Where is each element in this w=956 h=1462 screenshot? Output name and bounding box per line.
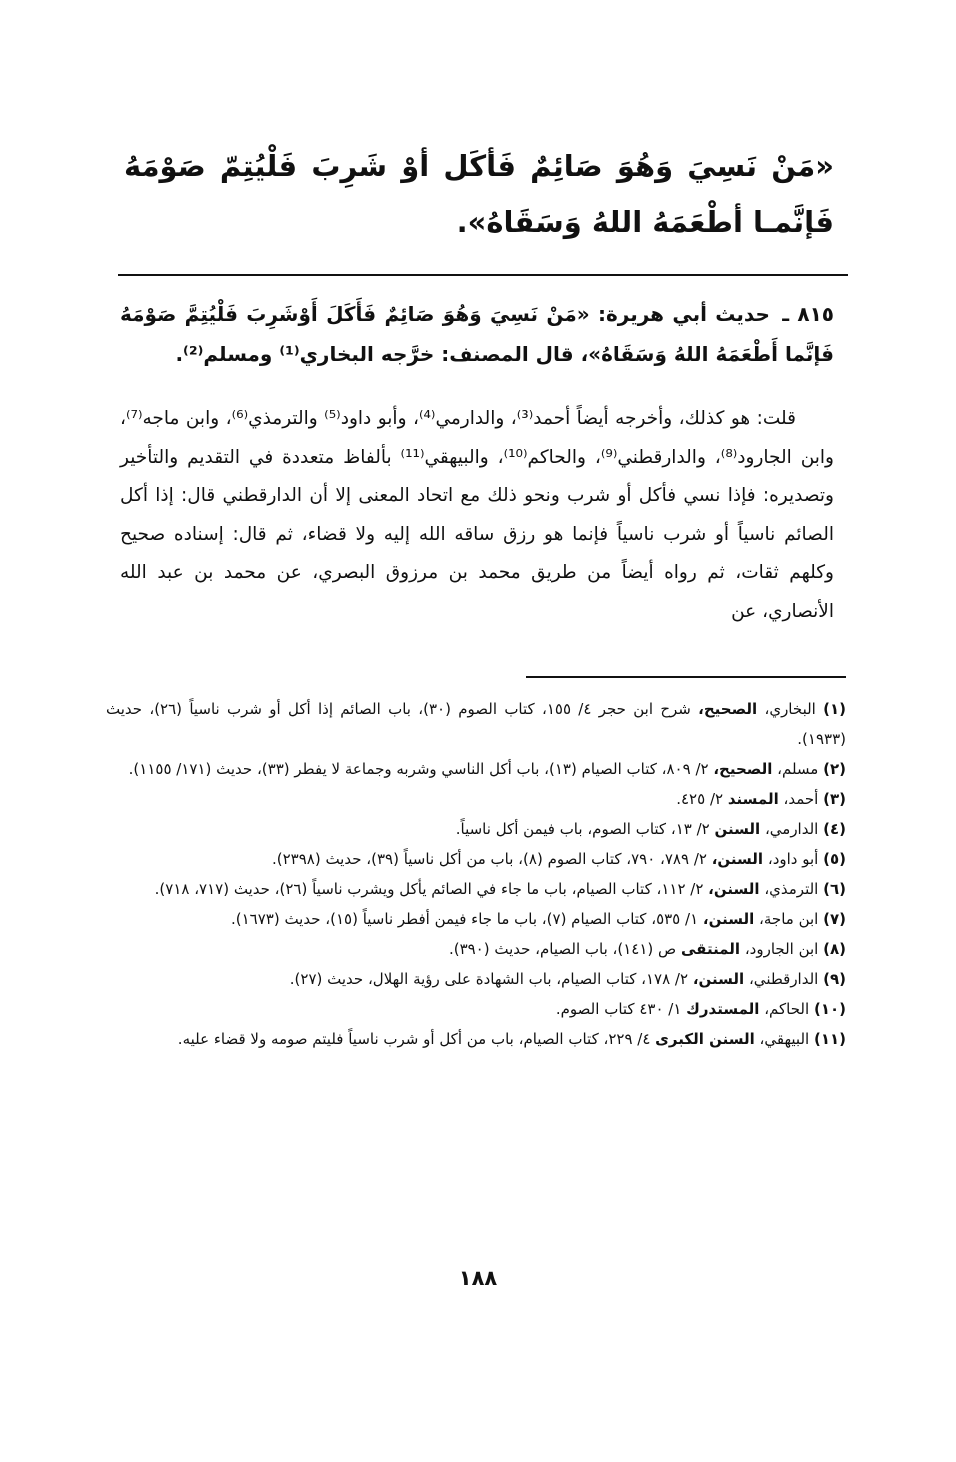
footnote-item <box>106 754 846 784</box>
header-divider <box>118 274 848 276</box>
footnote-reference: ١/ ٥٣٥، كتاب الصيام (٧)، باب ما جاء فيمن أفطر ناسياً (١٥)، حديث (١٦٧٣). <box>230 910 699 928</box>
footnote-book-title: الصحيح، <box>713 760 773 778</box>
footnote-number: (٦) <box>823 880 846 898</box>
footnote-author: ابن الجارود، <box>744 940 819 958</box>
footnote-book-title: السنن، <box>702 910 755 928</box>
footnote-item <box>106 844 846 874</box>
footnote-item <box>106 694 846 754</box>
footnote-item <box>106 904 846 934</box>
footnote-author: أحمد، <box>783 790 819 808</box>
footnote-author: الحاكم، <box>764 1000 810 1018</box>
footnote-reference: ٢/ ٨٠٩، كتاب الصيام (١٣)، باب أكل الناسي وشربه وجماعة لا يفطر (٣٣)، حديث (١٧١/ ١١٥٥). <box>128 760 709 778</box>
footnote-number: (٩) <box>823 970 846 988</box>
footnote-item <box>106 934 846 964</box>
footnote-number: (٧) <box>823 910 846 928</box>
footnote-author: مسلم، <box>777 760 819 778</box>
footnote-reference: ٢/ ٧٨٩، ٧٩٠، كتاب الصوم (٨)، باب من أكل ناسياً (٣٩)، حديث (٢٣٩٨). <box>271 850 707 868</box>
footnote-reference: ٢/ ١٧٨، كتاب الصيام، باب الشهادة على رؤية الهلال، حديث (٢٧). <box>289 970 689 988</box>
page-number: ١٨٨ <box>458 1266 498 1290</box>
footnote-reference: ٢/ ١١٢، كتاب الصيام، باب ما جاء في الصائم يأكل ويشرب ناسياً (٢٦)، حديث (٧١٧، ٧١٨). <box>154 880 704 898</box>
hadith-entry <box>120 294 834 374</box>
footnote-author: أبو داود، <box>767 850 819 868</box>
footnote-reference: ٢/ ١٣، كتاب الصوم، باب فيمن أكل ناسياً. <box>455 820 710 838</box>
footnote-number: (٤) <box>823 820 846 838</box>
footnote-reference: ٤/ ٢٢٩، كتاب الصيام، باب من أكل أو شرب ناسياً فليتم صومه ولا قضاء عليه. <box>177 1030 651 1048</box>
footnote-author: الترمذي، <box>764 880 819 898</box>
footnote-reference: ٢/ ٤٢٥. <box>676 790 724 808</box>
footnote-author: الدارمي، <box>764 820 819 838</box>
footnote-author: البيهقي، <box>759 1030 810 1048</box>
footnote-item <box>106 784 846 814</box>
footnote-number: (١) <box>823 700 847 718</box>
footnote-book-title: المستدرك <box>686 1000 760 1018</box>
footnote-number: (٢) <box>823 760 846 778</box>
footnote-reference: ١/ ٤٣٠ كتاب الصوم. <box>555 1000 682 1018</box>
footnote-book-title: المنتقى <box>680 940 741 958</box>
hadith-text: حديث أبي هريرة: «مَنْ نَسِيَ وَهُوَ صَائِمٌ فَأَكَلَ أَوْشَرِبَ فَلْيُتِمَّ صَوْمَهُ فَإنَّما أَطْعَمَهُ اللهُ وَسَقَاهُ»، قال المصنف: خرَّجه البخاري⁽¹⁾ ومسلم⁽²⁾. <box>120 302 834 366</box>
footnote-item <box>106 1024 846 1054</box>
footnote-reference: ص (١٤١)، باب الصيام، حديث (٣٩٠). <box>448 940 677 958</box>
footnote-number: (١١) <box>813 1030 846 1048</box>
footnote-book-title: السنن الكبرى <box>655 1030 755 1048</box>
footnote-book-title: السنن <box>714 820 761 838</box>
footnote-divider <box>526 676 846 678</box>
footnote-number: (١٠) <box>813 1000 846 1018</box>
footnote-book-title: المسند <box>727 790 779 808</box>
footnote-item <box>106 814 846 844</box>
hadith-number: ٨١٥ ـ <box>782 302 834 326</box>
footnote-author: ابن ماجة، <box>759 910 819 928</box>
footnote-number: (٨) <box>823 940 846 958</box>
footnote-book-title: السنن، <box>692 970 745 988</box>
hadith-quote-header: «مَنْ نَسِيَ وَهُوَ صَائِمٌ فَأكَل أوْ شَرِبَ فَلْيُتِمّ صَوْمَهُ فَإنَّمـا أطْعَمَهُ اللهُ وَسَقَاهُ». <box>124 149 834 239</box>
footnote-item <box>106 964 846 994</box>
footnotes-list <box>106 694 846 1054</box>
footnote-item <box>106 874 846 904</box>
footnote-book-title: السنن، <box>708 880 760 898</box>
footnote-number: (٣) <box>823 790 846 808</box>
footnote-reference: شرح ابن حجر ٤/ ١٥٥، كتاب الصوم (٣٠)، باب الصائم إذا أكل أو شرب ناسياً (٢٦)، حديث (١٩٣٣). <box>106 700 846 748</box>
footnote-author: البخاري، <box>764 700 816 718</box>
footnote-author: الدارقطني، <box>748 970 819 988</box>
footnote-item <box>106 994 846 1024</box>
footnote-book-title: الصحيح، <box>698 700 758 718</box>
footnote-number: (٥) <box>823 850 846 868</box>
commentary-paragraph: قلت: هو كذلك، وأخرجه أيضاً أحمد⁽³⁾، والدارمي⁽⁴⁾، وأبو داود⁽⁵⁾ والترمذي⁽⁶⁾، وابن ماجه⁽⁷⁾، وابن الجارود⁽⁸⁾، والدارقطني⁽⁹⁾، والحاكم⁽¹⁰⁾، والبيهقي⁽¹¹⁾ بألفاظ متعددة في التقديم والتأخير وتصديره: فإذا نسي فأكل أو شرب ونحو ذلك مع اتحاد المعنى إلا أن الدارقطني قال: إذا أكل الصائم ناسياً أو شرب ناسياً فإنما هو رزق ساقه الله إليه ولا قضاء، ثم قال: إسناده صحيح وكلهم ثقات، ثم رواه أيضاً من طريق محمد بن مرزوق البصري، عن محمد بن عبد الله الأنصاري، عن <box>120 408 834 622</box>
footnote-book-title: السنن، <box>711 850 764 868</box>
